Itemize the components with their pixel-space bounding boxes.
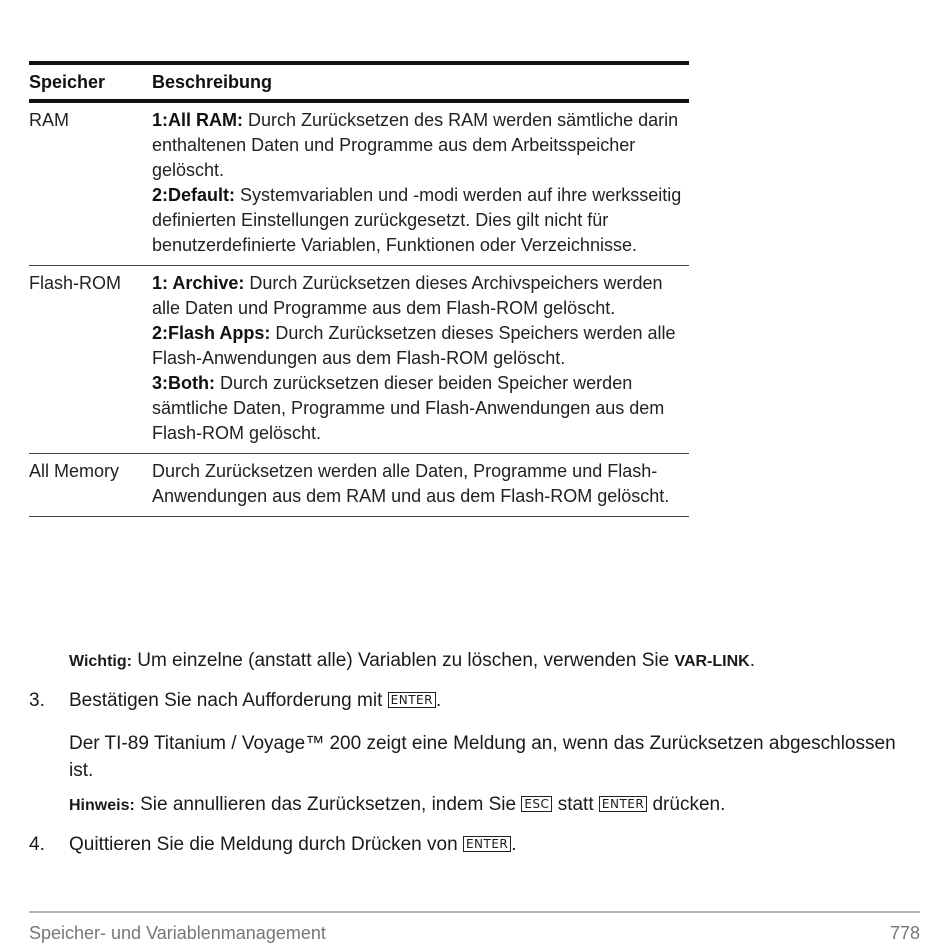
- footer-rule: [29, 911, 920, 913]
- option-text: Durch Zurücksetzen dieses Archivspeichers werden alle Daten und Programme aus dem Flash-ROM gelöscht.: [152, 273, 663, 318]
- enter-key-icon: ENTER: [599, 796, 647, 812]
- table-row: [29, 103, 689, 265]
- step-text: [69, 690, 441, 712]
- note-text: drücken.: [647, 794, 726, 815]
- note-label: Wichtig:: [69, 653, 132, 670]
- note-label: Hinweis:: [69, 797, 135, 814]
- header-speicher: Speicher: [29, 71, 106, 92]
- memory-type: All Memory: [29, 461, 120, 481]
- step-end: .: [435, 690, 442, 711]
- note-text: Sie annullieren das Zurücksetzen, indem Sie: [134, 794, 522, 815]
- memory-description: [152, 459, 689, 509]
- option-entry: [152, 271, 689, 321]
- step-text: [69, 834, 517, 856]
- step-number: 4.: [29, 834, 45, 855]
- memory-description: [152, 108, 689, 258]
- option-label: 1:All RAM:: [152, 110, 243, 130]
- page-number: 778: [889, 923, 920, 943]
- step-number: 3.: [29, 690, 45, 711]
- option-label: 1: Archive:: [152, 273, 245, 293]
- memory-table: [29, 61, 689, 517]
- step-instruction: Bestätigen Sie nach Aufforderung mit: [69, 690, 388, 711]
- option-text: Durch Zurücksetzen werden alle Daten, Programme und Flash-Anwendungen aus dem RAM und aus dem Flash-ROM gelöscht.: [152, 461, 670, 506]
- option-label: 2:Flash Apps:: [152, 323, 271, 343]
- option-text: Durch Zurücksetzen dieses Speichers werden alle Flash-Anwendungen aus dem Flash-ROM gelöscht.: [152, 323, 676, 368]
- note-keyword: VAR-LINK: [674, 653, 750, 670]
- step-instruction: Quittieren Sie die Meldung durch Drücken von: [69, 834, 463, 855]
- hint-note: [69, 794, 725, 816]
- step-paragraph: Der TI-89 Titanium / Voyage™ 200 zeigt eine Meldung an, wenn das Zurücksetzen abgeschlossen ist.: [69, 733, 896, 781]
- option-text: Systemvariablen und -modi werden auf ihre werksseitig definierten Einstellungen zurückgesetzt. Dies gilt nicht für benutzerdefinierte Variablen, Funktionen oder Verzeichnisse.: [152, 185, 682, 255]
- option-entry: [152, 183, 689, 258]
- esc-key-icon: ESC: [521, 796, 552, 812]
- important-note: [69, 650, 755, 672]
- step-end: .: [511, 834, 517, 855]
- option-text: Durch zurücksetzen dieser beiden Speicher werden sämtliche Daten, Programme und Flash-Anwendungen aus dem Flash-ROM gelöscht.: [152, 373, 665, 443]
- memory-description: [152, 271, 689, 446]
- table-bottom-rule: [29, 516, 689, 517]
- option-entry: [152, 371, 689, 446]
- option-label: 2:Default:: [152, 185, 236, 205]
- option-entry: [152, 321, 689, 371]
- enter-key-icon: ENTER: [388, 692, 436, 708]
- option-label: 3:Both:: [152, 373, 215, 393]
- memory-type: RAM: [29, 110, 69, 130]
- table-header-row: [29, 65, 689, 99]
- option-entry: [152, 108, 689, 183]
- header-beschreibung: Beschreibung: [152, 71, 273, 92]
- footer-section-title: Speicher- und Variablenmanagement: [29, 923, 326, 943]
- option-text: Durch Zurücksetzen des RAM werden sämtliche darin enthaltenen Daten und Programme aus dem Arbeitsspeicher gelöscht.: [152, 110, 679, 180]
- note-end: .: [749, 650, 755, 671]
- note-text: Um einzelne (anstatt alle) Variablen zu löschen, verwenden Sie: [131, 650, 675, 671]
- table-row: [29, 454, 689, 516]
- table-row: [29, 266, 689, 453]
- memory-type: Flash-ROM: [29, 273, 122, 293]
- note-text: statt: [552, 794, 599, 815]
- enter-key-icon: ENTER: [463, 836, 511, 852]
